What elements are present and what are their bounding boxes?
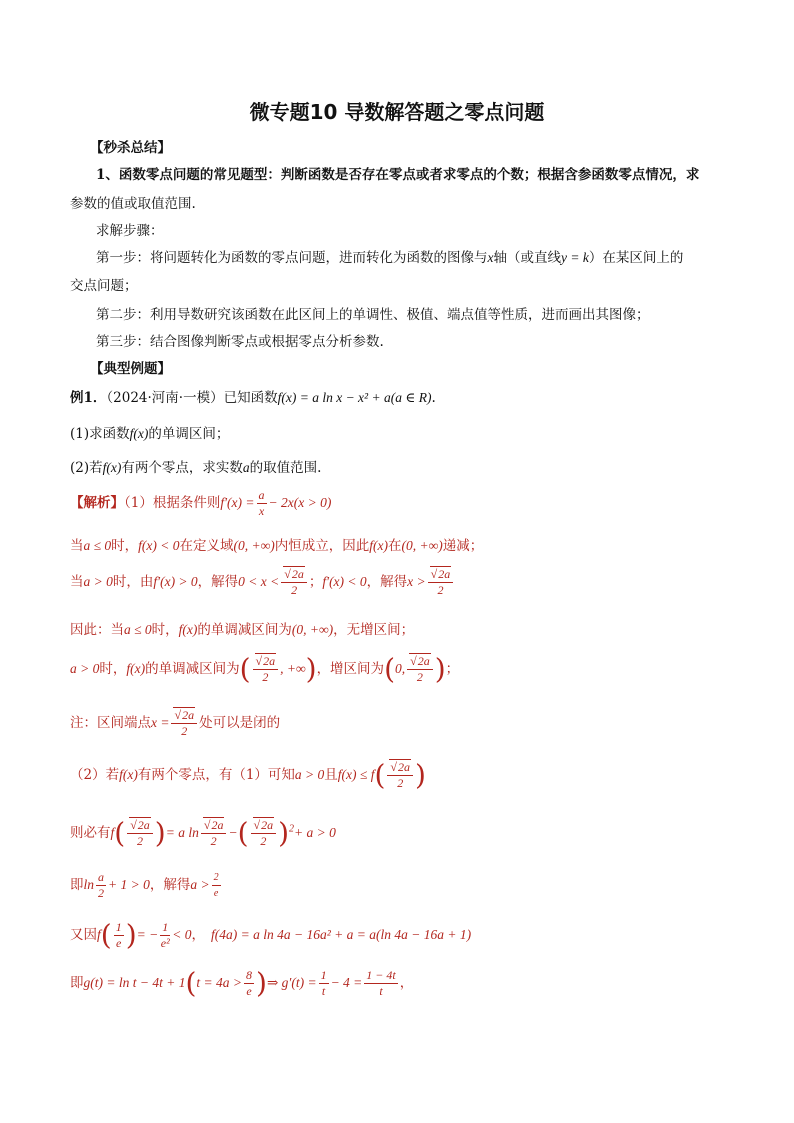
fraction: $\frac{1}{t}$: [320, 968, 327, 998]
solution-case-a-nonpositive: 当a ≤ 0时，f(x) < 0在定义域(0, +∞)内恒成立，因此f(x)在(0, +∞)递减；: [70, 538, 484, 554]
example-1-statement: 例1．（2024·河南·一模）已知函数f(x) = a ln x − x² + a(a ∈ R).: [70, 390, 436, 406]
question-1: (1)求函数f(x)的单调区间；: [70, 426, 230, 442]
step-1: 第一步：将问题转化为函数的零点问题，进而转化为函数的图像与x轴（或直线y = k）在某区间上的: [96, 250, 684, 266]
fraction: √ $\frac{2a}{2}$: [201, 818, 227, 849]
summary-paragraph-1: 1、函数零点问题的常见题型：判断函数是否存在零点或者求零点的个数；根据含参函数零点情况，求: [96, 167, 700, 183]
solution-auxiliary-function: 即g(t) = ln t − 4t + 1(t = 4a > $\frac{8}{e}$ )⇒ g′(t) = $\frac{1}{t}$ − 4 = $\frac{1 - 4t}{t}$ ，: [70, 966, 414, 1000]
fraction: $\frac{a}{x}$: [258, 488, 265, 518]
step-1-continued: 交点问题；: [70, 278, 138, 294]
summary-paragraph-1-continued: 参数的值或取值范围.: [70, 196, 196, 212]
fraction: √ $\frac{2a}{2}$: [253, 654, 279, 685]
solution-part-1-derivative: 【解析】（1）根据条件则f′(x) = $\frac{a}{x}$ − 2x(x > 0): [70, 488, 332, 518]
fraction: $\frac{1}{\text{e²}}$: [160, 920, 170, 950]
fraction: $\frac{1 - 4t}{t}$: [366, 968, 396, 998]
question-2: (2)若f(x)有两个零点，求实数a的取值范围.: [70, 460, 322, 476]
step-3: 第三步：结合图像判断零点或根据零点分析参数.: [96, 334, 384, 350]
solution-necessary-condition: 则必有f( √ $\frac{2a}{2}$ )= a ln √ $\frac{2a}{2}$ −( √ $\frac{2a}{2}$ )$^2$+ a > 0: [70, 818, 336, 849]
fraction: √ $\frac{2a}{2}$: [171, 708, 197, 739]
fraction: √ $\frac{2a}{2}$: [428, 567, 454, 598]
fraction: $\frac{8}{e}$: [246, 968, 252, 998]
solution-conclusion-a-nonpositive: 因此：当a ≤ 0时，f(x)的单调减区间为(0, +∞)，无增区间；: [70, 622, 415, 638]
solution-note: 注：区间端点x = √ $\frac{2a}{2}$ 处可以是闭的: [70, 708, 280, 739]
fraction: $\frac{a}{2}$: [98, 870, 105, 900]
example-heading: 【典型例题】: [90, 361, 171, 377]
fraction: √ $\frac{2a}{2}$: [251, 818, 277, 849]
solution-conclusion-a-positive: a > 0时，f(x)的单调减区间为( √ $\frac{2a}{2}$ , +∞)，增区间为(0, √ $\frac{2a}{2}$ )；: [70, 654, 459, 685]
solution-evaluate-points: 又因f( $\frac{1}{e}$ )= − $\frac{1}{\text{e²}}$ < 0， f(4a) = a ln 4a − 16a² + a = a(ln 4a − 16a + 1): [70, 918, 472, 952]
solution-inequality: 即ln $\frac{a}{2}$ + 1 > 0，解得a > $\frac{2}{e}$: [70, 870, 219, 900]
solution-case-a-positive: 当a > 0时，由f′(x) > 0，解得0 < x < √ $\frac{2a}{2}$ ；f′(x) < 0，解得x > √ $\frac{2a}{2}$: [70, 567, 455, 598]
steps-label: 求解步骤：: [96, 223, 164, 239]
fraction: $\frac{1}{e}$: [115, 920, 122, 950]
fraction: √ $\frac{2a}{2}$: [407, 654, 433, 685]
summary-heading: 【秒杀总结】: [90, 140, 171, 156]
step-2: 第二步：利用导数研究该函数在此区间上的单调性、极值、端点值等性质，进而画出其图像；: [96, 307, 650, 323]
fraction: √ $\frac{2a}{2}$: [387, 760, 413, 791]
fraction: $\frac{2}{e}$: [213, 872, 219, 899]
fraction: √ $\frac{2a}{2}$: [281, 567, 307, 598]
page-title: 微专题10 导数解答题之零点问题: [249, 100, 545, 124]
solution-part-2-condition: （2）若f(x)有两个零点，有（1）可知a > 0且f(x) ≤ f( √ $\frac{2a}{2}$ ): [70, 760, 426, 791]
fraction: √ $\frac{2a}{2}$: [127, 818, 153, 849]
